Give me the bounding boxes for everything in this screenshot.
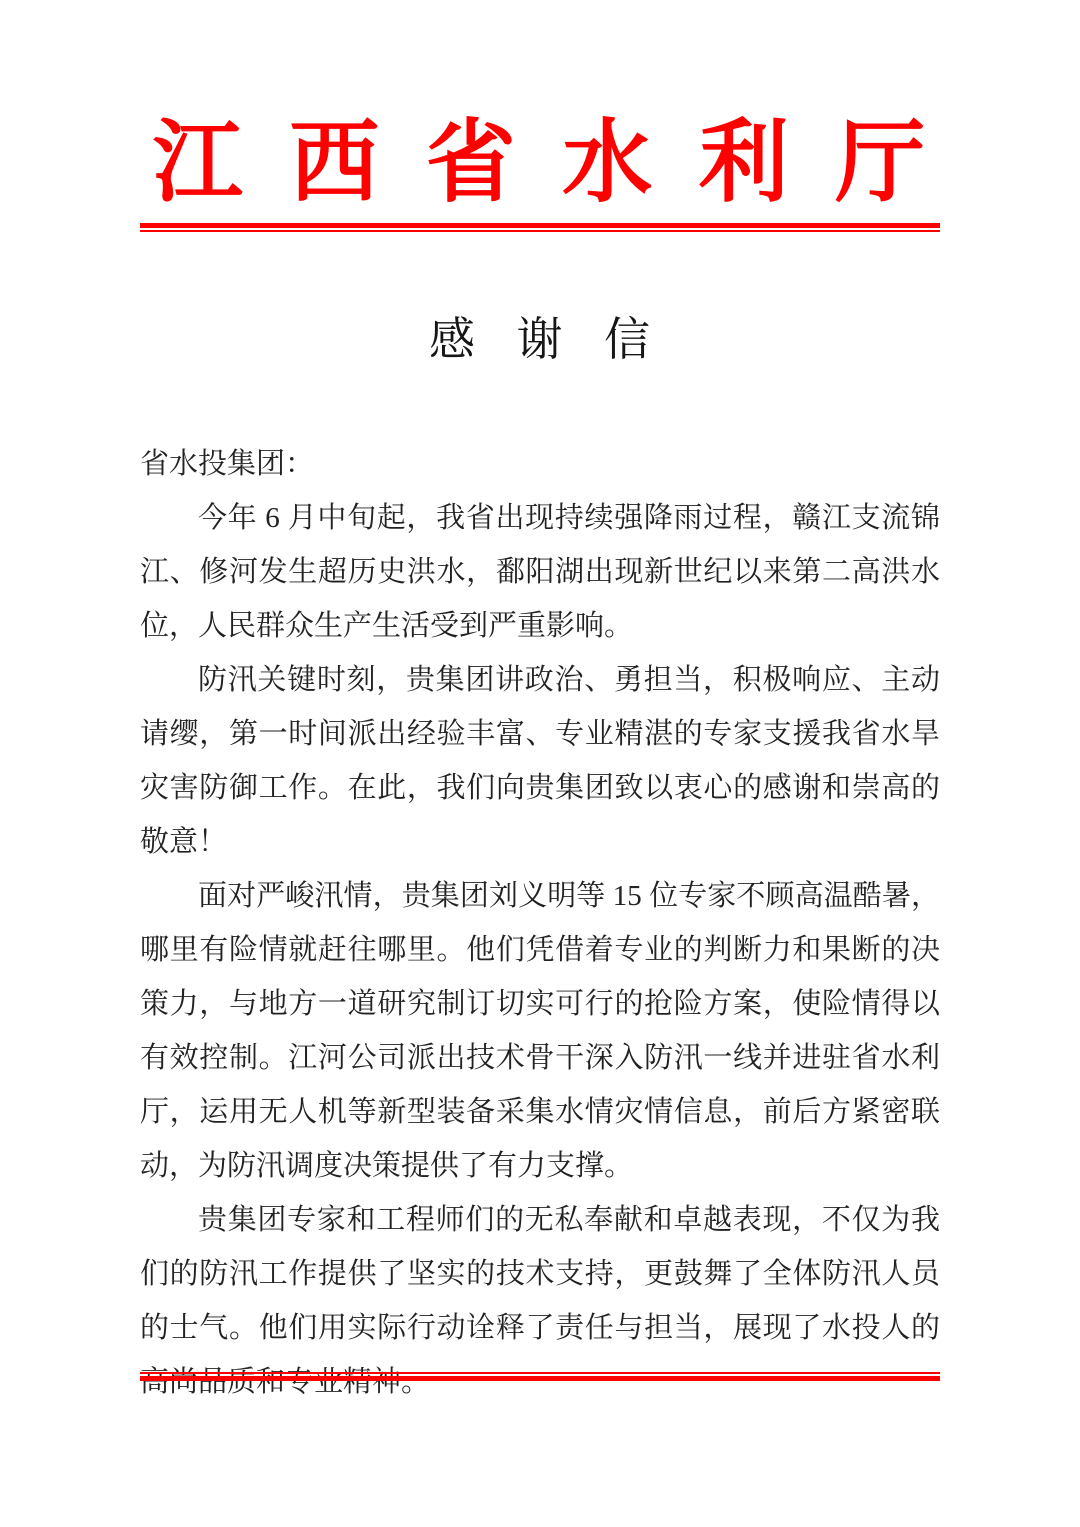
- paragraph-4: 贵集团专家和工程师们的无私奉献和卓越表现，不仅为我们的防汛工作提供了坚实的技术支持，更鼓舞了全体防汛人员的士气。他们用实际行动诠释了责任与担当，展现了水投人的高尚品质和专业精神。: [140, 1204, 940, 1398]
- paragraph-2: 防汛关键时刻，贵集团讲政治、勇担当，积极响应、主动请缨，第一时间派出经验丰富、专业精湛的专家支援我省水旱灾害防御工作。在此，我们向贵集团致以衷心的感谢和崇高的敬意！: [140, 664, 940, 858]
- paragraph-3: 面对严峻汛情，贵集团刘义明等 15 位专家不顾高温酷暑，哪里有险情就赶往哪里。他们凭借着专业的判断力和果断的决策力，与地方一道研究制订切实可行的抢险方案，使险情得以有效控制。江河公司派出技术骨干深入防汛一线并进驻省水利厅，运用无人机等新型装备采集水情灾情信息，前后方紧密联动，为防汛调度决策提供了有力支撑。: [140, 880, 940, 1182]
- paragraph-1: 今年 6 月中旬起，我省出现持续强降雨过程，赣江支流锦江、修河发生超历史洪水，鄱阳湖出现新世纪以来第二高洪水位，人民群众生产生活受到严重影响。: [140, 502, 940, 642]
- salutation: 省水投集团：: [140, 448, 315, 480]
- letterhead-title: 江 西 省 水 利 厅: [152, 114, 928, 213]
- letter-body: [140, 437, 940, 1409]
- footer-double-rule: [140, 1372, 940, 1381]
- letter-title: 感 谢 信: [429, 314, 651, 365]
- letterhead-double-rule: [140, 223, 940, 232]
